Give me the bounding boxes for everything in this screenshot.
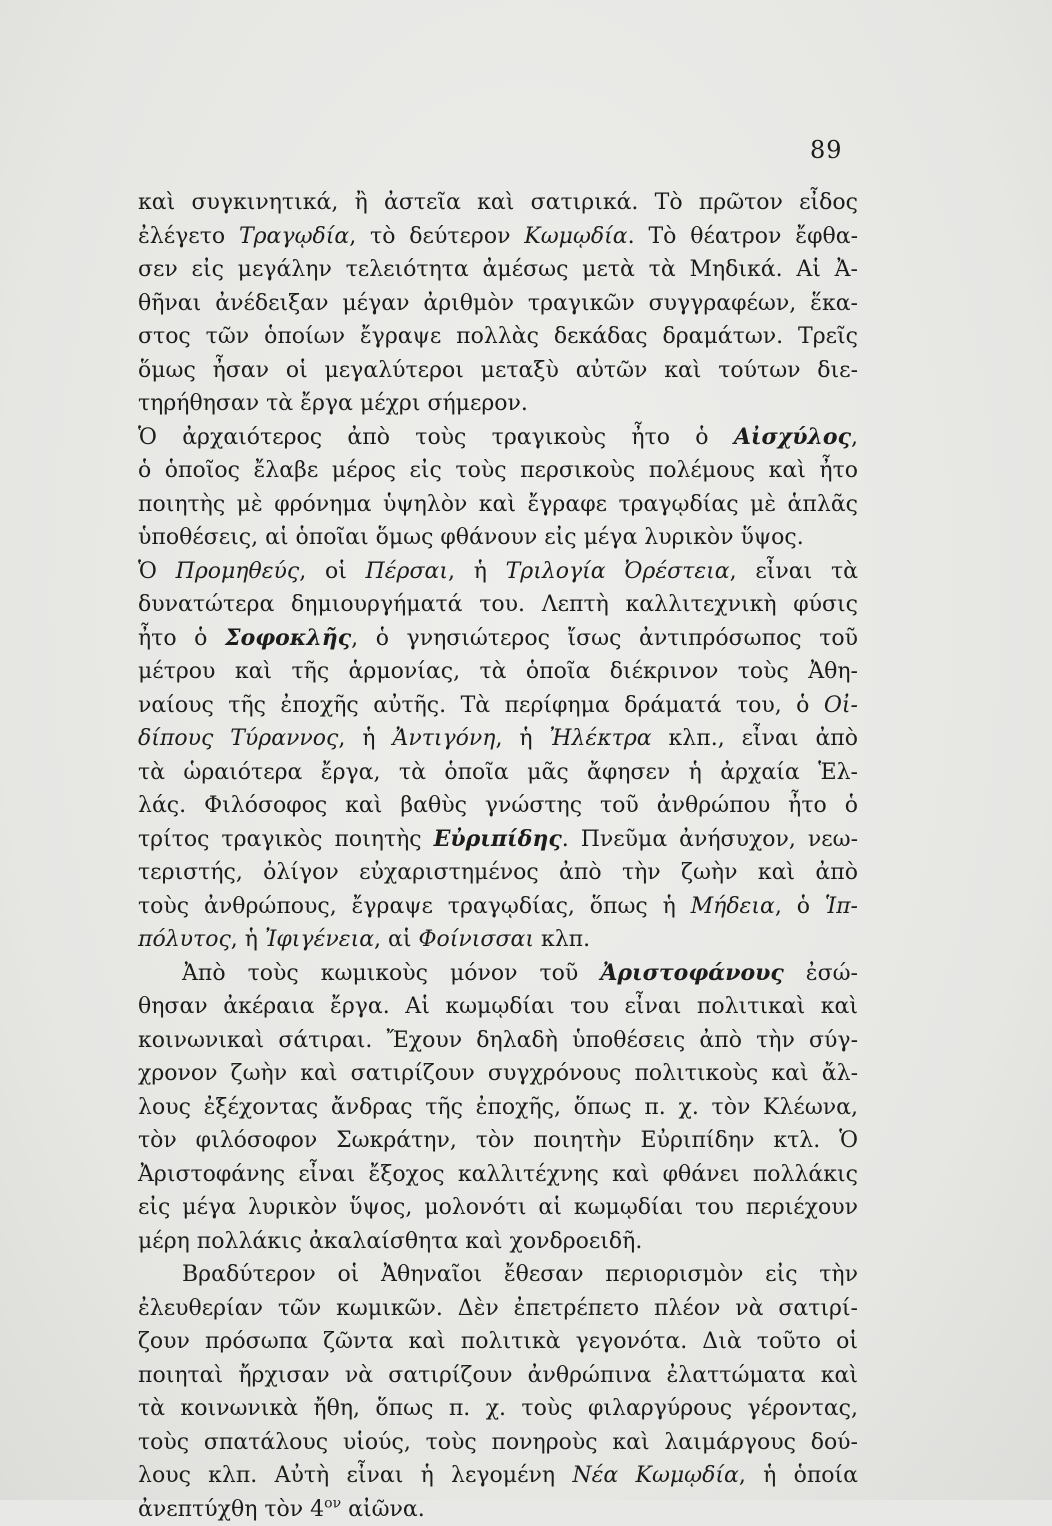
text-segment: ποιηταὶ ἤρχισαν νὰ σατιρίζουν ἀνθρώπινα ἐλαττώματα καὶ (138, 1363, 858, 1388)
work-title: πόλυτος (138, 927, 231, 952)
text-segment: , ὁ (775, 894, 825, 919)
text-segment: ἦτο ὁ (138, 626, 225, 651)
text-segment: , αἱ (374, 927, 418, 952)
text-line (138, 1359, 858, 1393)
work-title: Ἰφιγένεια (265, 927, 374, 952)
text-segment: τοὺς ἀνθρώπους, ἔγραψε τραγῳδίας, ὅπως ἡ (138, 894, 691, 919)
text-line (138, 1325, 858, 1359)
author-name: Εὐριπίδης (434, 826, 562, 852)
text-line (138, 387, 858, 421)
text-segment: καὶ συγκινητικά, ἢ ἀστεῖα καὶ σατιρικά. Τὸ πρῶτον εἶδος (138, 190, 858, 215)
work-title: Φοίνισσαι (419, 927, 534, 952)
work-title: Τριλογία Ὀρέστεια (506, 559, 730, 584)
text-segment: Ἀπὸ τοὺς κωμικοὺς μόνον τοῦ (182, 961, 600, 986)
text-segment: , ἡ (231, 927, 265, 952)
text-line (138, 354, 858, 388)
author-name: Αἰσχύλος (734, 424, 851, 450)
work-title: Ἀντιγόνη (392, 726, 495, 751)
text-segment: Ὁ ἀρχαιότερος ἀπὸ τοὺς τραγικοὺς ἦτο ὁ (138, 425, 734, 450)
text-segment: , ὁ γνησιώτερος ἴσως ἀντιπρόσωπος τοῦ (351, 626, 858, 651)
text-line (138, 1158, 858, 1192)
text-line (138, 488, 858, 522)
text-segment: τὰ κοινωνικὰ ἤθη, ὅπως π. χ. τοὺς φιλαργύρους γέροντας, (138, 1396, 858, 1421)
text-segment: εἰς μέγα λυρικὸν ὕψος, μολονότι αἱ κωμῳδίαι του περιέχουν (138, 1195, 858, 1220)
text-line (138, 622, 858, 656)
text-segment: . Πνεῦμα ἀνήσυχον, νεω- (562, 827, 858, 852)
text-segment: , εἶναι τὰ (730, 559, 858, 584)
text-segment: ὁ ὁποῖος ἔλαβε μέρος εἰς τοὺς περσικοὺς πολέμους καὶ ἦτο (138, 458, 858, 483)
text-segment: , ἡ (495, 726, 549, 751)
text-segment: μέτρου καὶ τῆς ἁρμονίας, τὰ ὁποῖα διέκρινον τοὺς Ἀθη- (138, 659, 858, 684)
text-line (138, 990, 858, 1024)
text-segment: , τὸ δεύτερον (349, 224, 524, 249)
text-line (138, 957, 858, 991)
text-segment: τηρήθησαν τὰ ἔργα μέχρι σήμερον. (138, 391, 528, 416)
text-line (138, 1392, 858, 1426)
text-segment: λάς. Φιλόσοφος καὶ βαθὺς γνώστης τοῦ ἀνθρώπου ἦτο ὁ (138, 793, 858, 818)
text-line (138, 1191, 858, 1225)
text-line (138, 555, 858, 589)
text-segment: δυνατώτερα δημιουργήματά του. Λεπτὴ καλλιτεχνικὴ φύσις (138, 592, 858, 617)
text-segment: ἀνεπτύχθη τὸν 4 (138, 1497, 324, 1522)
text-segment: τὰ ὡραιότερα ἔργα, τὰ ὁποῖα μᾶς ἄφησεν ἡ ἀρχαία Ἑλ- (138, 760, 858, 785)
body-text (138, 186, 858, 1526)
text-line (138, 789, 858, 823)
text-segment: τρίτος τραγικὸς ποιητὴς (138, 827, 434, 852)
work-title: Οἰ- (824, 693, 858, 718)
work-title: Μήδεια (691, 894, 775, 919)
text-line (138, 856, 858, 890)
text-segment: , ἡ (448, 559, 506, 584)
text-segment: Ὁ (138, 559, 176, 584)
text-segment: μέρη πολλάκις ἀκαλαίσθητα καὶ χονδροειδῆ. (138, 1229, 642, 1254)
text-line (138, 253, 858, 287)
work-title: δίπους Τύραννος (138, 726, 338, 751)
text-segment: λους κλπ. Αὐτὴ εἶναι ἡ λεγομένη (138, 1463, 572, 1488)
text-segment: ον (324, 1495, 341, 1511)
text-segment: αἰῶνα. (341, 1497, 425, 1522)
text-segment: ἐλευθερίαν τῶν κωμικῶν. Δὲν ἐπετρέπετο πλέον νὰ σατιρί- (138, 1296, 858, 1321)
text-line (138, 1057, 858, 1091)
text-line (138, 1024, 858, 1058)
text-line (138, 1124, 858, 1158)
work-title: Προμηθεύς (176, 559, 300, 584)
work-title: Κωμῳδία (524, 224, 627, 249)
text-line (138, 756, 858, 790)
text-line (138, 186, 858, 220)
text-segment: ὑποθέσεις, αἱ ὁποῖαι ὅμως φθάνουν εἰς μέγα λυρικὸν ὕψος. (138, 525, 804, 550)
text-line (138, 890, 858, 924)
text-segment: ποιητὴς μὲ φρόνημα ὑψηλὸν καὶ ἔγραφε τραγῳδίας μὲ ἁπλᾶς (138, 492, 858, 517)
text-segment: θησαν ἀκέραια ἔργα. Αἱ κωμῳδίαι του εἶναι πολιτικαὶ καὶ (138, 994, 858, 1019)
text-line (138, 1091, 858, 1125)
work-title: Τραγῳδία (239, 224, 349, 249)
text-line (138, 655, 858, 689)
text-segment: στος τῶν ὁποίων ἔγραψε πολλὰς δεκάδας δραμάτων. Τρεῖς (138, 324, 858, 349)
work-title: Ἱπ- (825, 894, 858, 919)
text-segment: κλπ., εἶναι ἀπὸ (652, 726, 858, 751)
text-line (138, 1258, 858, 1292)
text-line (138, 823, 858, 857)
text-line (138, 220, 858, 254)
page-number: 89 (810, 136, 843, 164)
text-line (138, 1225, 858, 1259)
text-segment: λους ἐξέχοντας ἄνδρας τῆς ἐποχῆς, ὅπως π. χ. τὸν Κλέωνα, (138, 1095, 858, 1120)
text-segment: ἐλέγετο (138, 224, 239, 249)
work-title: Νέα Κωμῳδία (572, 1463, 739, 1488)
text-segment: ζουν πρόσωπα ζῶντα καὶ πολιτικὰ γεγονότα. Διὰ τοῦτο οἱ (138, 1329, 858, 1354)
text-segment: ὅμως ἦσαν οἱ μεγαλύτεροι μεταξὺ αὐτῶν καὶ τούτων διε- (138, 358, 858, 383)
text-segment: κοινωνικαὶ σάτιραι. Ἔχουν δηλαδὴ ὑποθέσεις ἀπὸ τὴν σύγ- (138, 1028, 858, 1053)
text-segment: τοὺς σπατάλους υἱούς, τοὺς πονηροὺς καὶ λαιμάργους δού- (138, 1430, 858, 1455)
text-segment: Βραδύτερον οἱ Ἀθηναῖοι ἔθεσαν περιορισμὸν εἰς τὴν (182, 1262, 858, 1287)
text-line (138, 454, 858, 488)
text-segment: χρονον ζωὴν καὶ σατιρίζουν συγχρόνους πολιτικοὺς καὶ ἄλ- (138, 1061, 858, 1086)
text-segment: σεν εἰς μεγάλην τελειότητα ἀμέσως μετὰ τὰ Μηδικά. Αἱ Ἀ- (138, 257, 858, 282)
text-segment: , ἡ ὁποία (739, 1463, 858, 1488)
text-line (138, 1426, 858, 1460)
text-segment: ἐσώ- (784, 961, 858, 986)
work-title: Πέρσαι (366, 559, 448, 584)
text-line (138, 521, 858, 555)
text-line (138, 1459, 858, 1493)
text-line (138, 722, 858, 756)
text-line (138, 1493, 858, 1526)
text-segment: ναίους τῆς ἐποχῆς αὐτῆς. Τὰ περίφημα δράματά του, ὁ (138, 693, 824, 718)
text-segment: , οἱ (299, 559, 365, 584)
text-line (138, 588, 858, 622)
text-line (138, 421, 858, 455)
author-name: Ἀριστοφάνους (600, 960, 783, 986)
text-line (138, 923, 858, 957)
text-segment: , (851, 425, 858, 450)
text-line (138, 320, 858, 354)
work-title: Ἠλέκτρα (550, 726, 652, 751)
text-segment: θῆναι ἀνέδειξαν μέγαν ἀριθμὸν τραγικῶν συγγραφέων, ἕκα- (138, 291, 858, 316)
author-name: Σοφοκλῆς (225, 625, 351, 651)
text-segment: Ἀριστοφάνης εἶναι ἔξοχος καλλιτέχνης καὶ φθάνει πολλάκις (138, 1162, 858, 1187)
text-segment: . Τὸ θέατρον ἔφθα- (628, 224, 858, 249)
text-segment: τεριστής, ὀλίγον εὐχαριστημένος ἀπὸ τὴν ζωὴν καὶ ἀπὸ (138, 860, 858, 885)
text-segment: τὸν φιλόσοφον Σωκράτην, τὸν ποιητὴν Εὐριπίδην κτλ. Ὁ (138, 1128, 858, 1153)
text-segment: , ἡ (338, 726, 392, 751)
text-segment: κλπ. (534, 927, 590, 952)
text-line (138, 287, 858, 321)
text-line (138, 689, 858, 723)
text-line (138, 1292, 858, 1326)
